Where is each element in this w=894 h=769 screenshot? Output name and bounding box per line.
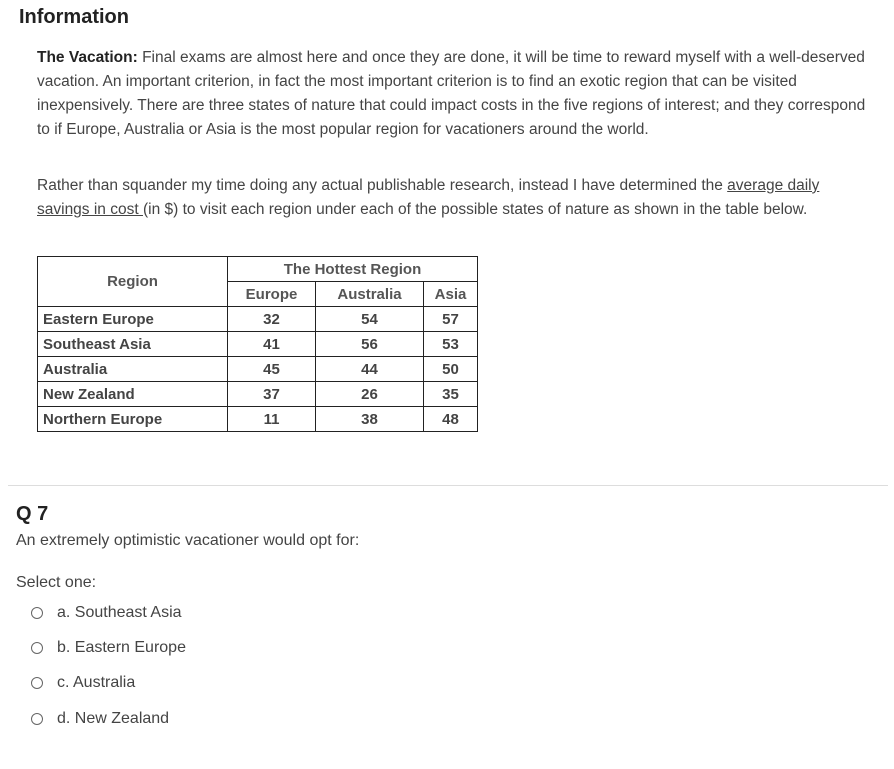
table-cell-value: 45 xyxy=(228,357,316,382)
table-cell-value: 48 xyxy=(424,407,478,432)
information-title: Information xyxy=(19,6,129,28)
table-cell-value: 44 xyxy=(316,357,424,382)
table-cell-region: Eastern Europe xyxy=(38,307,228,332)
column-header-australia: Australia xyxy=(316,282,424,307)
table-cell-region: New Zealand xyxy=(38,382,228,407)
table-cell-value: 11 xyxy=(228,407,316,432)
research-underlined-term: average daily savings in cost xyxy=(37,177,820,218)
hottest-region-header: The Hottest Region xyxy=(228,257,478,282)
table-header-row xyxy=(38,257,478,282)
table-cell-value: 57 xyxy=(424,307,478,332)
vacation-paragraph xyxy=(37,46,873,142)
research-text-after: (in $) to visit each region under each of the possible states of nature as shown in the table below. xyxy=(142,201,808,218)
table-cell-region: Southeast Asia xyxy=(38,332,228,357)
savings-table xyxy=(37,256,478,432)
table-row xyxy=(38,332,478,357)
table-cell-value: 53 xyxy=(424,332,478,357)
table-cell-value: 26 xyxy=(316,382,424,407)
table-cell-region: Northern Europe xyxy=(38,407,228,432)
table-cell-value: 32 xyxy=(228,307,316,332)
table-cell-value: 56 xyxy=(316,332,424,357)
table-row xyxy=(38,382,478,407)
question-number: Q 7 xyxy=(16,503,49,525)
research-text-before: Rather than squander my time doing any actual publishable research, instead I have determined the xyxy=(37,177,728,194)
table-cell-value: 38 xyxy=(316,407,424,432)
column-header-europe: Europe xyxy=(228,282,316,307)
vacation-text: Final exams are almost here and once they are done, it will be time to reward myself with a well-deserved vacation. An important criterion, in fact the most important criterion is to find an exotic region that can be visited inexpensively. There are three states of nature that could impact costs in the five regions of interest; and they correspond to if Europe, Australia or Asia is the most popular region for vacationers around the world. xyxy=(37,49,866,138)
section-divider xyxy=(8,485,888,486)
vacation-lead: The Vacation: xyxy=(37,49,138,66)
table-cell-value: 35 xyxy=(424,382,478,407)
answer-option-a[interactable] xyxy=(31,601,182,625)
radio-button[interactable] xyxy=(31,642,43,654)
table-row xyxy=(38,357,478,382)
region-column-header: Region xyxy=(38,257,228,307)
radio-button[interactable] xyxy=(31,677,43,689)
table-cell-value: 50 xyxy=(424,357,478,382)
table-cell-region: Australia xyxy=(38,357,228,382)
answer-option-d[interactable] xyxy=(31,707,169,731)
column-header-asia: Asia xyxy=(424,282,478,307)
answer-option-label[interactable]: b. Eastern Europe xyxy=(57,639,186,656)
question-text: An extremely optimistic vacationer would opt for: xyxy=(16,532,360,549)
table-cell-value: 41 xyxy=(228,332,316,357)
answer-option-label[interactable]: c. Australia xyxy=(57,674,136,691)
table-row xyxy=(38,307,478,332)
research-paragraph xyxy=(37,174,873,222)
answer-option-label[interactable]: d. New Zealand xyxy=(57,710,170,727)
table-cell-value: 37 xyxy=(228,382,316,407)
answer-option-c[interactable] xyxy=(31,671,135,695)
table-cell-value: 54 xyxy=(316,307,424,332)
table-row xyxy=(38,407,478,432)
select-one-label: Select one: xyxy=(16,574,97,591)
radio-button[interactable] xyxy=(31,713,43,725)
answer-option-b[interactable] xyxy=(31,636,186,660)
radio-button[interactable] xyxy=(31,607,43,619)
answer-option-label[interactable]: a. Southeast Asia xyxy=(57,604,182,621)
